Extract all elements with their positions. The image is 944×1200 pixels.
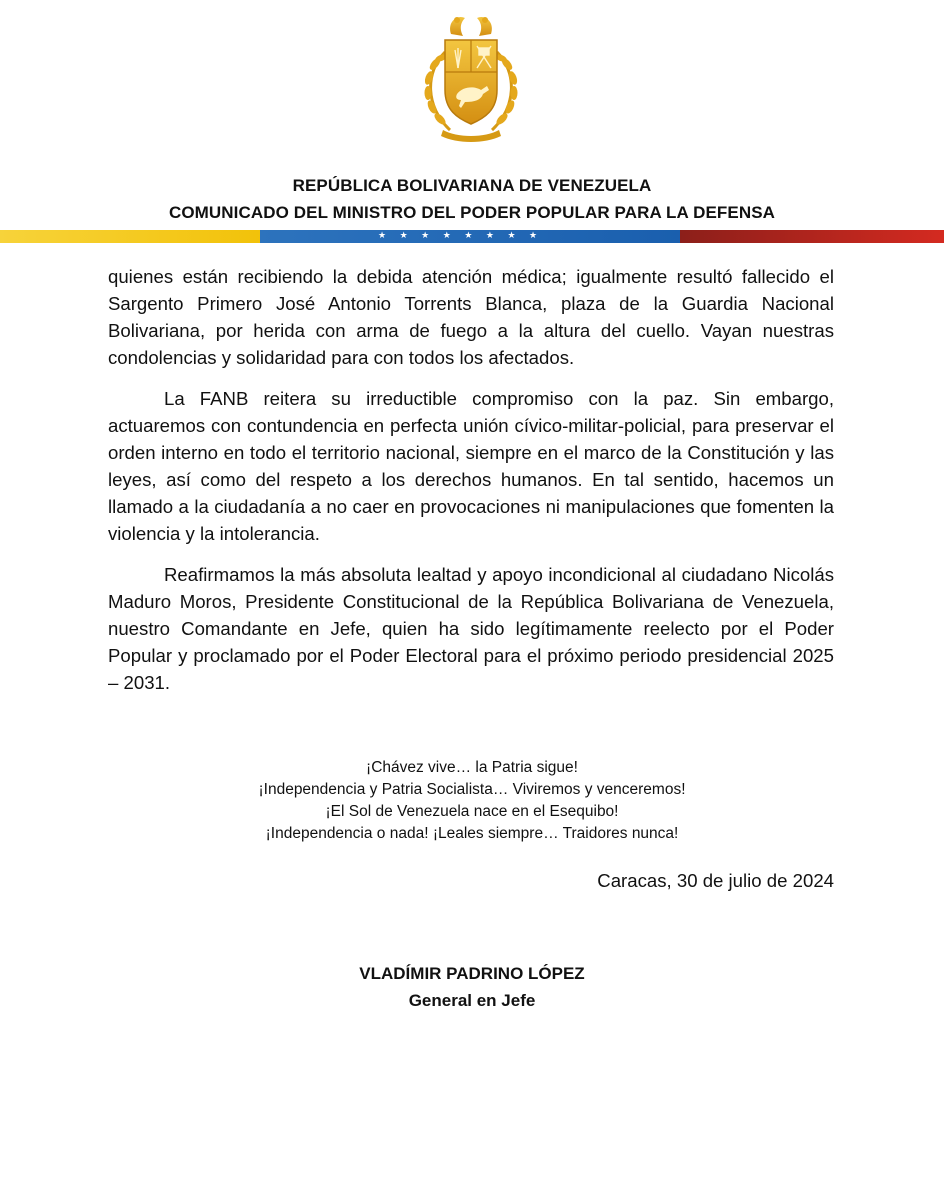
star-icon: ★: [442, 231, 465, 241]
signatory-rank: General en Jefe: [408, 991, 536, 1010]
signatory-name: VLADÍMIR PADRINO LÓPEZ: [359, 964, 585, 983]
slogan-line: ¡El Sol de Venezuela nace en el Esequibo!: [325, 803, 619, 820]
venezuela-coat-of-arms-icon: [405, 12, 537, 152]
slogan-line: ¡Chávez vive… la Patria sigue!: [366, 759, 578, 776]
star-icon: ★: [378, 231, 400, 241]
stars-row: [378, 230, 568, 243]
paragraph-fanb-commitment: La FANB reitera su irreductible compromiso con la paz. Sin embargo, actuaremos con contundencia en perfecta unión cívico-militar-policial, para preservar el orden interno en todo el territorio nacional, siempre en el marco de la Constitución y las leyes, así como del respeto a los derechos humanos. En tal sentido, hacemos un llamado a la ciudadanía a no caer en provocaciones ni manipulaciones que fomenten la violencia y la intolerancia.: [108, 388, 834, 544]
header-republic-title: REPÚBLICA BOLIVARIANA DE VENEZUELA: [292, 176, 652, 195]
star-icon: ★: [507, 231, 530, 241]
paragraph-continuation: quienes están recibiendo la debida atención médica; igualmente resultó fallecido el Sargento Primero José Antonio Torrents Blanca, plaza de la Guardia Nacional Bolivariana, por herida con arma de fuego a la altura del cuello. Vayan nuestras condolencias y solidaridad para con todos los afectados.: [108, 266, 834, 368]
header-communique-title: COMUNICADO DEL MINISTRO DEL PODER POPULAR PARA LA DEFENSA: [168, 203, 776, 222]
star-icon: ★: [399, 231, 422, 241]
star-icon: ★: [464, 231, 486, 241]
paragraph-loyalty: Reafirmamos la más absoluta lealtad y apoyo incondicional al ciudadano Nicolás Maduro Moros, Presidente Constitucional de la República Bolivariana de Venezuela, nuestro Comandante en Jefe, quien ha sido legítimamente reelecto por el Poder Popular y proclamado por el Poder Electoral para el próximo periodo presidencial 2025 – 2031.: [108, 564, 834, 693]
place-and-date: Caracas, 30 de julio de 2024: [597, 870, 834, 891]
star-icon: ★: [529, 231, 551, 241]
slogan-line: ¡Independencia y Patria Socialista… Viviremos y venceremos!: [258, 781, 686, 798]
slogan-line: ¡Independencia o nada! ¡Leales siempre… Traidores nunca!: [265, 825, 679, 842]
communique-body: [108, 263, 834, 710]
star-icon: ★: [421, 231, 443, 241]
slogans-block: [0, 757, 944, 845]
star-icon: ★: [485, 231, 508, 241]
